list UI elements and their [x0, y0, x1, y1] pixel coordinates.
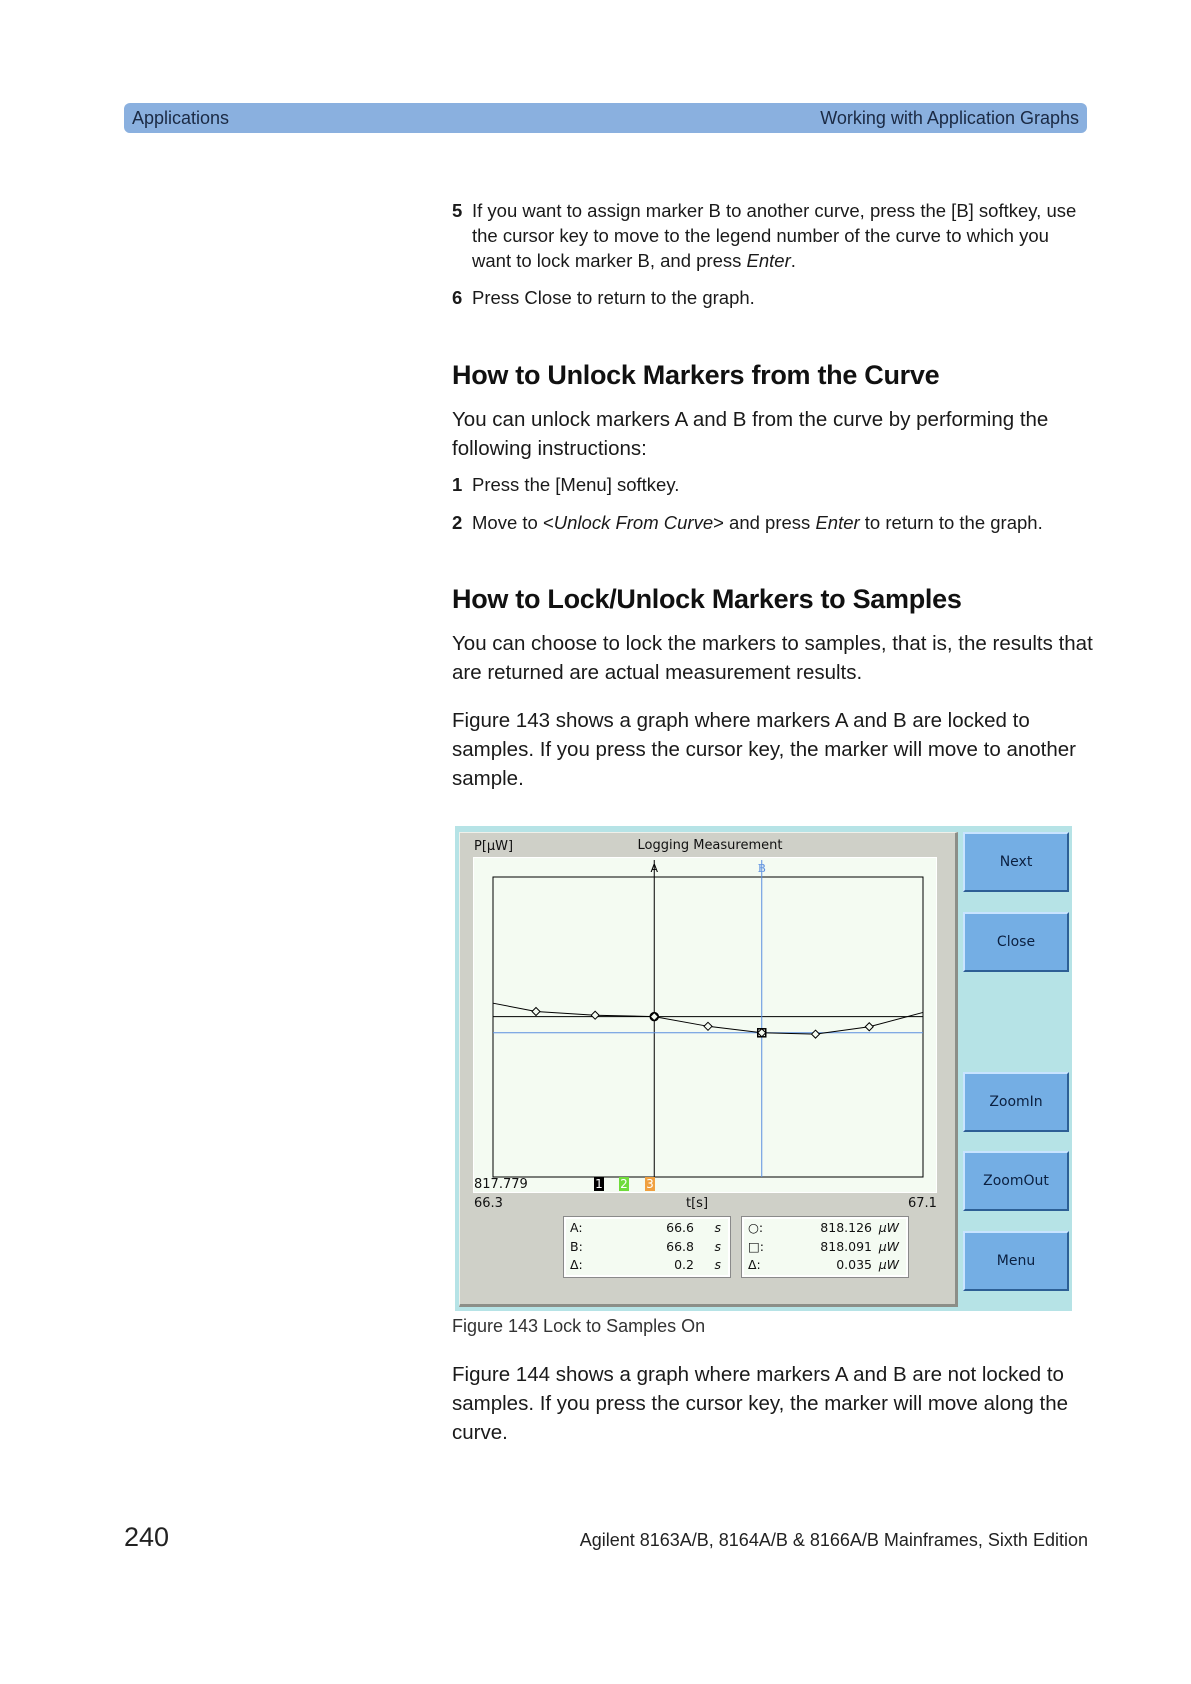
sample-point [812, 1030, 820, 1038]
sample-point [532, 1008, 540, 1016]
legend-3: 3 [646, 1177, 654, 1191]
line-chart [474, 858, 936, 1192]
zoom-out-button[interactable]: ZoomOut [963, 1151, 1069, 1211]
step-text: Move to <Unlock From Curve> and press Enter to return to the graph. [472, 512, 1043, 533]
step-1 [452, 472, 1092, 497]
heading-unlock-markers: How to Unlock Markers from the Curve [452, 360, 940, 390]
time-readout-label: B: [570, 1238, 583, 1254]
page-number: 240 [124, 1522, 170, 1552]
time-readout-unit: s [714, 1257, 721, 1272]
step-number: 5 [452, 200, 463, 221]
running-header [124, 103, 1087, 133]
zoom-in-button[interactable]: ZoomIn [963, 1072, 1069, 1132]
x-unit-label: t[s] [686, 1196, 709, 1211]
power-readout-label: Δ: [748, 1257, 761, 1272]
instrument-screen [455, 826, 1072, 1311]
power-readout-value: 818.126 [820, 1220, 872, 1235]
power-readout-value: 818.091 [820, 1238, 872, 1254]
paragraph-lock-intro: You can choose to lock the markers to samples, that is, the results that are returned are actual measurement results. [452, 632, 1093, 684]
step-text: Press Close to return to the graph. [472, 287, 755, 308]
power-readout-label: □: [748, 1238, 765, 1254]
time-readout-unit: s [714, 1220, 721, 1235]
power-readout-unit: µW [878, 1220, 899, 1235]
y-unit-label: P[µW] [474, 839, 514, 854]
step-5 [452, 198, 1092, 273]
menu-button[interactable]: Menu [963, 1231, 1069, 1291]
power-readout-value: 0.035 [836, 1257, 872, 1272]
edition-label: Agilent 8163A/B, 8164A/B & 8166A/B Mainframes, Sixth Edition [579, 1530, 1088, 1550]
sample-point [865, 1023, 873, 1031]
step-text: If you want to assign marker B to another curve, press the [B] softkey, use the cursor key to move to the legend number of the curve to which you want to lock marker B, and press Enter. [472, 200, 1077, 271]
step-text: Press the [Menu] softkey. [472, 474, 680, 495]
marker-a-label: A [650, 862, 659, 875]
heading-lock-markers: How to Lock/Unlock Markers to Samples [452, 584, 962, 614]
time-readout-row [568, 1256, 724, 1274]
power-readout [742, 1217, 908, 1277]
close-button[interactable]: Close [963, 912, 1069, 972]
time-readout-label: Δ: [570, 1257, 583, 1272]
power-readout-unit: µW [878, 1238, 899, 1254]
power-readout-row [746, 1238, 902, 1256]
power-readout-label: ○: [748, 1220, 764, 1235]
step-number: 6 [452, 287, 463, 308]
time-readout [564, 1217, 730, 1277]
time-readout-value: 66.8 [666, 1238, 694, 1254]
sample-point [758, 1029, 766, 1037]
figure-caption: Figure 143 Lock to Samples On [452, 1316, 706, 1336]
sample-point [591, 1011, 599, 1019]
plot-background [473, 857, 937, 1193]
x-min-label: 66.3 [474, 1196, 503, 1211]
step-6 [452, 285, 1092, 310]
power-readout-row [746, 1256, 902, 1274]
sample-point [704, 1022, 712, 1030]
next-button[interactable]: Next [963, 832, 1069, 892]
header-chapter: Working with Application Graphs [820, 108, 1079, 128]
header-section: Applications [132, 108, 230, 128]
time-readout-unit: s [714, 1238, 721, 1254]
time-readout-value: 66.6 [666, 1220, 694, 1235]
paragraph-unlock-intro: You can unlock markers A and B from the curve by performing the following instructions: [452, 408, 1049, 460]
legend-1: 1 [595, 1177, 603, 1191]
paragraph-figure-144: Figure 144 shows a graph where markers A and B are not locked to samples. If you press the cursor key, the marker will move along the curve. [452, 1363, 1069, 1444]
time-readout-row [568, 1219, 724, 1237]
power-readout-row [746, 1219, 902, 1237]
time-readout-label: A: [570, 1220, 583, 1235]
step-2 [452, 510, 1092, 535]
power-readout-unit: µW [878, 1257, 899, 1272]
y-min-label: 817.779 [474, 1177, 528, 1192]
legend-2: 2 [620, 1177, 628, 1191]
graph-title: Logging Measurement [637, 838, 783, 853]
step-number: 1 [452, 474, 463, 495]
x-max-label: 67.1 [908, 1196, 937, 1211]
graph-panel [459, 832, 958, 1307]
time-readout-row [568, 1238, 724, 1256]
time-readout-value: 0.2 [674, 1257, 694, 1272]
marker-b-label: B [757, 862, 766, 875]
step-number: 2 [452, 512, 463, 533]
paragraph-figure-143: Figure 143 shows a graph where markers A and B are locked to samples. If you press the cursor key, the marker will move to another sample. [452, 709, 1076, 790]
